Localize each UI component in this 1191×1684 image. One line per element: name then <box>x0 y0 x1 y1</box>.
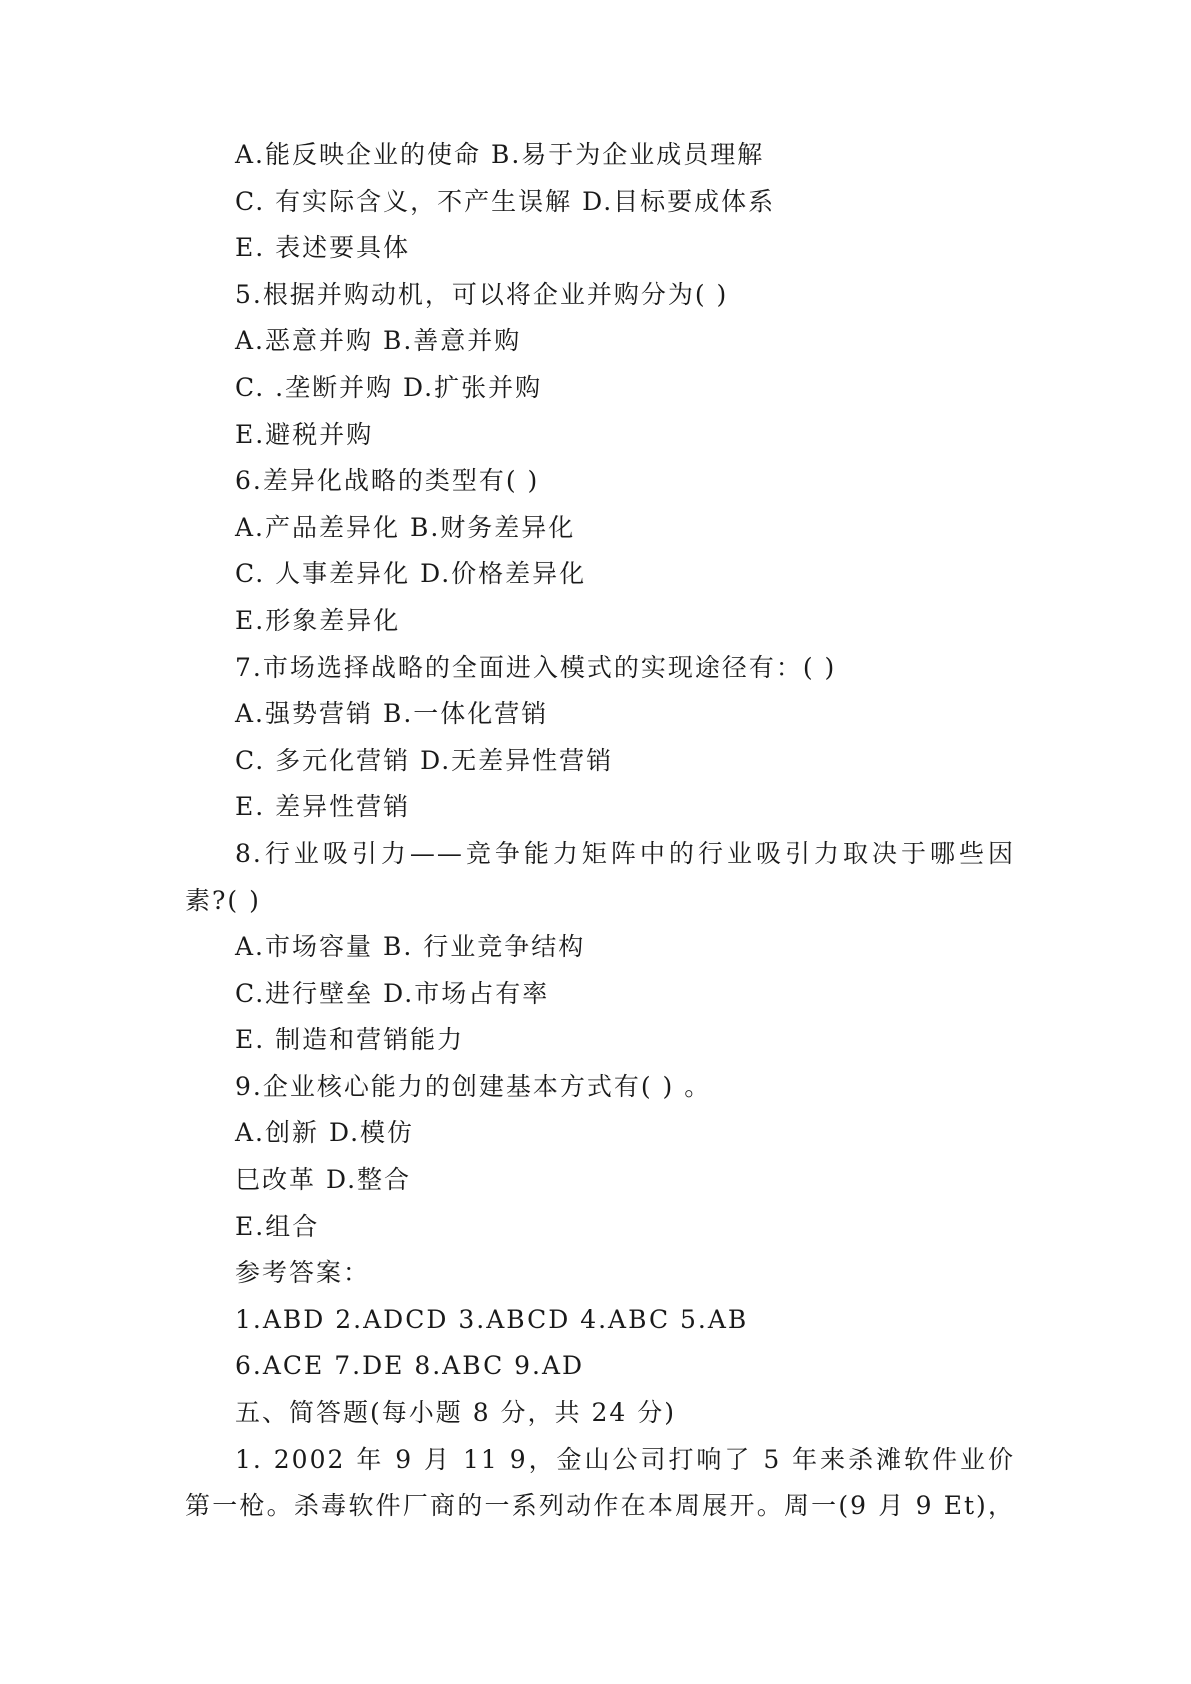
text-line: 1.ABD 2.ADCD 3.ABCD 4.ABC 5.AB <box>235 1304 749 1334</box>
text-line: A.市场容量 B. 行业竞争结构 <box>235 932 586 962</box>
text-line: E. 表述要具体 <box>235 233 411 263</box>
text-line: 8.行业吸引力——竞争能力矩阵中的行业吸引力取决于哪些因 <box>235 838 1015 868</box>
text-line: E.组合 <box>235 1211 320 1241</box>
text-line: E.避税并购 <box>235 419 374 449</box>
text-line: 6.ACE 7.DE 8.ABC 9.AD <box>235 1351 585 1381</box>
text-line: C. 多元化营销 D.无差异性营销 <box>235 745 614 775</box>
text-line: 第一枪。杀毒软件厂商的一系列动作在本周展开。周一(9 月 9 Et)， <box>185 1491 1015 1521</box>
text-line: 巳改革 D.整合 <box>235 1165 412 1195</box>
text-line: C. 有实际含义，不产生误解 D.目标要成体系 <box>235 186 776 216</box>
text-line: C. 人事差异化 D.价格差异化 <box>235 559 587 589</box>
text-line: E. 差异性营销 <box>235 792 411 822</box>
text-line: A.恶意并购 B.善意并购 <box>235 326 522 356</box>
text-line: A.能反映企业的使命 B.易于为企业成员理解 <box>235 140 765 169</box>
text-line: A.产品差异化 B.财务差异化 <box>235 512 576 542</box>
text-line: E. 制造和营销能力 <box>235 1025 465 1055</box>
text-line: 7.市场选择战略的全面进入模式的实现途径有：( ) <box>235 652 837 682</box>
text-line: 参考答案： <box>235 1258 371 1288</box>
text-line: 6.差异化战略的类型有( ) <box>235 466 540 496</box>
text-line: 9.企业核心能力的创建基本方式有( ) 。 <box>235 1071 712 1101</box>
text-line: A.强势营销 B.一体化营销 <box>235 699 549 729</box>
text-line: 素?( ) <box>185 885 261 915</box>
text-line: E.形象差异化 <box>235 605 401 635</box>
text-line: A.创新 D.模仿 <box>235 1118 415 1148</box>
text-line: C. .垄断并购 D.扩张并购 <box>235 372 543 402</box>
text-line: 5.根据并购动机，可以将企业并购分为( ) <box>235 279 729 309</box>
document-body <box>185 132 1015 1530</box>
text-line: C.进行壁垒 D.市场占有率 <box>235 978 550 1008</box>
text-line: 1. 2002 年 9 月 11 9，金山公司打响了 5 年来杀滩软件业价 <box>235 1444 1015 1474</box>
text-line: 五、简答题(每小题 8 分，共 24 分) <box>235 1398 677 1428</box>
